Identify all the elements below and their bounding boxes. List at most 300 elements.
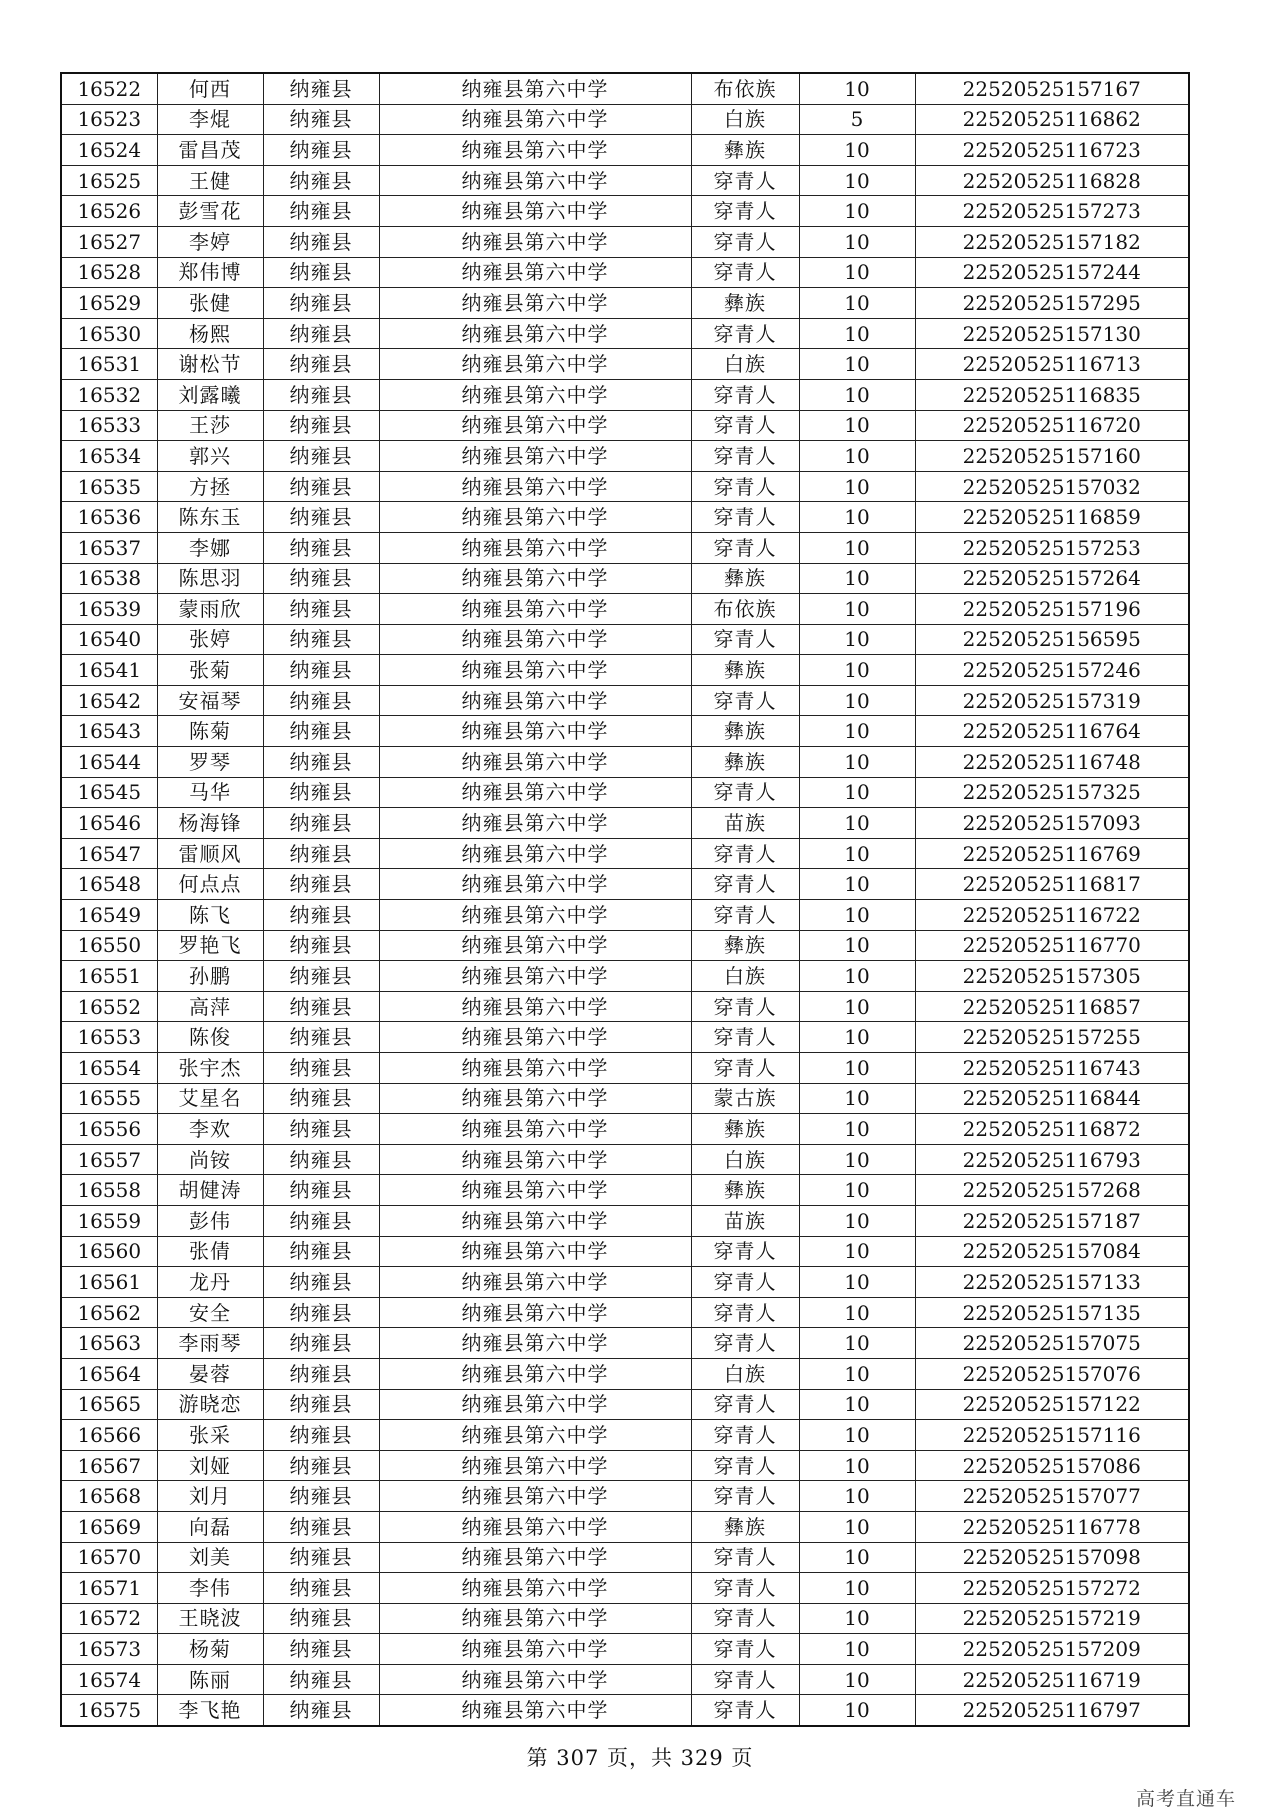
exam-number-cell: 22520525157272 xyxy=(915,1573,1189,1604)
ethnicity-cell: 白族 xyxy=(691,961,799,992)
score-cell: 10 xyxy=(799,471,915,502)
exam-number-cell: 22520525116743 xyxy=(915,1053,1189,1084)
score-cell: 10 xyxy=(799,1634,915,1665)
exam-number-cell: 22520525157273 xyxy=(915,196,1189,227)
seq-number-cell: 16570 xyxy=(61,1542,157,1573)
table-row xyxy=(61,838,1189,869)
exam-number-cell: 22520525157268 xyxy=(915,1175,1189,1206)
score-cell: 10 xyxy=(799,1481,915,1512)
exam-number-cell: 22520525157076 xyxy=(915,1358,1189,1389)
exam-number-cell: 22520525116857 xyxy=(915,991,1189,1022)
school-cell: 纳雍县第六中学 xyxy=(379,1542,691,1573)
school-cell: 纳雍县第六中学 xyxy=(379,747,691,778)
seq-number-cell: 16535 xyxy=(61,471,157,502)
exam-number-cell: 22520525116835 xyxy=(915,379,1189,410)
score-cell: 10 xyxy=(799,777,915,808)
student-name-cell: 李伟 xyxy=(157,1573,263,1604)
county-cell: 纳雍县 xyxy=(263,1083,379,1114)
seq-number-cell: 16555 xyxy=(61,1083,157,1114)
ethnicity-cell: 穿青人 xyxy=(691,1573,799,1604)
county-cell: 纳雍县 xyxy=(263,1511,379,1542)
table-row xyxy=(61,563,1189,594)
exam-number-cell: 22520525157319 xyxy=(915,685,1189,716)
student-name-cell: 龙丹 xyxy=(157,1267,263,1298)
ethnicity-cell: 穿青人 xyxy=(691,1634,799,1665)
table-row xyxy=(61,349,1189,380)
ethnicity-cell: 彝族 xyxy=(691,1175,799,1206)
seq-number-cell: 16544 xyxy=(61,747,157,778)
roster-body xyxy=(61,73,1189,1726)
seq-number-cell: 16540 xyxy=(61,624,157,655)
seq-number-cell: 16562 xyxy=(61,1297,157,1328)
seq-number-cell: 16525 xyxy=(61,165,157,196)
table-row xyxy=(61,532,1189,563)
score-cell: 10 xyxy=(799,1267,915,1298)
exam-number-cell: 22520525116769 xyxy=(915,838,1189,869)
seq-number-cell: 16527 xyxy=(61,226,157,257)
seq-number-cell: 16568 xyxy=(61,1481,157,1512)
seq-number-cell: 16531 xyxy=(61,349,157,380)
school-cell: 纳雍县第六中学 xyxy=(379,1481,691,1512)
student-name-cell: 雷昌茂 xyxy=(157,135,263,166)
table-row xyxy=(61,961,1189,992)
school-cell: 纳雍县第六中学 xyxy=(379,563,691,594)
seq-number-cell: 16550 xyxy=(61,930,157,961)
school-cell: 纳雍县第六中学 xyxy=(379,1389,691,1420)
county-cell: 纳雍县 xyxy=(263,1267,379,1298)
seq-number-cell: 16530 xyxy=(61,318,157,349)
ethnicity-cell: 彝族 xyxy=(691,288,799,319)
county-cell: 纳雍县 xyxy=(263,104,379,135)
exam-number-cell: 22520525157093 xyxy=(915,808,1189,839)
exam-number-cell: 22520525157325 xyxy=(915,777,1189,808)
student-name-cell: 李焜 xyxy=(157,104,263,135)
student-name-cell: 郭兴 xyxy=(157,441,263,472)
ethnicity-cell: 穿青人 xyxy=(691,777,799,808)
exam-number-cell: 22520525156595 xyxy=(915,624,1189,655)
table-row xyxy=(61,685,1189,716)
ethnicity-cell: 穿青人 xyxy=(691,1267,799,1298)
score-cell: 10 xyxy=(799,991,915,1022)
ethnicity-cell: 穿青人 xyxy=(691,1664,799,1695)
score-cell: 10 xyxy=(799,135,915,166)
exam-number-cell: 22520525157255 xyxy=(915,1022,1189,1053)
exam-number-cell: 22520525157133 xyxy=(915,1267,1189,1298)
student-name-cell: 向磊 xyxy=(157,1511,263,1542)
county-cell: 纳雍县 xyxy=(263,777,379,808)
exam-number-cell: 22520525157253 xyxy=(915,532,1189,563)
school-cell: 纳雍县第六中学 xyxy=(379,808,691,839)
ethnicity-cell: 穿青人 xyxy=(691,1481,799,1512)
table-row xyxy=(61,196,1189,227)
table-row xyxy=(61,1695,1189,1726)
ethnicity-cell: 穿青人 xyxy=(691,1328,799,1359)
county-cell: 纳雍县 xyxy=(263,257,379,288)
school-cell: 纳雍县第六中学 xyxy=(379,1083,691,1114)
ethnicity-cell: 穿青人 xyxy=(691,441,799,472)
student-name-cell: 安全 xyxy=(157,1297,263,1328)
school-cell: 纳雍县第六中学 xyxy=(379,257,691,288)
county-cell: 纳雍县 xyxy=(263,808,379,839)
student-name-cell: 陈东玉 xyxy=(157,502,263,533)
school-cell: 纳雍县第六中学 xyxy=(379,1511,691,1542)
exam-number-cell: 22520525157032 xyxy=(915,471,1189,502)
seq-number-cell: 16565 xyxy=(61,1389,157,1420)
table-row xyxy=(61,165,1189,196)
score-cell: 10 xyxy=(799,1450,915,1481)
seq-number-cell: 16563 xyxy=(61,1328,157,1359)
seq-number-cell: 16534 xyxy=(61,441,157,472)
seq-number-cell: 16573 xyxy=(61,1634,157,1665)
school-cell: 纳雍县第六中学 xyxy=(379,1573,691,1604)
score-cell: 10 xyxy=(799,196,915,227)
page-number-footer: 第 307 页，共 329 页 xyxy=(526,1746,754,1770)
score-cell: 10 xyxy=(799,1083,915,1114)
table-row xyxy=(61,1328,1189,1359)
score-cell: 5 xyxy=(799,104,915,135)
student-name-cell: 高萍 xyxy=(157,991,263,1022)
score-cell: 10 xyxy=(799,961,915,992)
county-cell: 纳雍县 xyxy=(263,1175,379,1206)
student-name-cell: 刘美 xyxy=(157,1542,263,1573)
seq-number-cell: 16537 xyxy=(61,532,157,563)
student-name-cell: 刘露曦 xyxy=(157,379,263,410)
student-name-cell: 王莎 xyxy=(157,410,263,441)
school-cell: 纳雍县第六中学 xyxy=(379,288,691,319)
score-cell: 10 xyxy=(799,532,915,563)
score-cell: 10 xyxy=(799,349,915,380)
county-cell: 纳雍县 xyxy=(263,838,379,869)
exam-number-cell: 22520525157098 xyxy=(915,1542,1189,1573)
seq-number-cell: 16559 xyxy=(61,1205,157,1236)
student-name-cell: 晏蓉 xyxy=(157,1358,263,1389)
school-cell: 纳雍县第六中学 xyxy=(379,838,691,869)
ethnicity-cell: 苗族 xyxy=(691,808,799,839)
seq-number-cell: 16546 xyxy=(61,808,157,839)
school-cell: 纳雍县第六中学 xyxy=(379,930,691,961)
exam-number-cell: 22520525157305 xyxy=(915,961,1189,992)
exam-number-cell: 22520525157219 xyxy=(915,1603,1189,1634)
ethnicity-cell: 白族 xyxy=(691,1144,799,1175)
exam-number-cell: 22520525157116 xyxy=(915,1420,1189,1451)
ethnicity-cell: 穿青人 xyxy=(691,257,799,288)
seq-number-cell: 16572 xyxy=(61,1603,157,1634)
exam-number-cell: 22520525116862 xyxy=(915,104,1189,135)
county-cell: 纳雍县 xyxy=(263,1205,379,1236)
ethnicity-cell: 穿青人 xyxy=(691,1450,799,1481)
student-name-cell: 杨菊 xyxy=(157,1634,263,1665)
student-name-cell: 陈菊 xyxy=(157,716,263,747)
student-name-cell: 王健 xyxy=(157,165,263,196)
seq-number-cell: 16522 xyxy=(61,73,157,104)
county-cell: 纳雍县 xyxy=(263,135,379,166)
exam-number-cell: 22520525116713 xyxy=(915,349,1189,380)
table-row xyxy=(61,1144,1189,1175)
ethnicity-cell: 穿青人 xyxy=(691,1389,799,1420)
county-cell: 纳雍县 xyxy=(263,1022,379,1053)
exam-number-cell: 22520525157075 xyxy=(915,1328,1189,1359)
student-name-cell: 李雨琴 xyxy=(157,1328,263,1359)
student-name-cell: 张采 xyxy=(157,1420,263,1451)
table-row xyxy=(61,318,1189,349)
roster-table xyxy=(60,72,1190,1727)
ethnicity-cell: 布依族 xyxy=(691,73,799,104)
school-cell: 纳雍县第六中学 xyxy=(379,685,691,716)
table-row xyxy=(61,441,1189,472)
seq-number-cell: 16561 xyxy=(61,1267,157,1298)
ethnicity-cell: 彝族 xyxy=(691,716,799,747)
county-cell: 纳雍县 xyxy=(263,1420,379,1451)
county-cell: 纳雍县 xyxy=(263,747,379,778)
student-name-cell: 胡健涛 xyxy=(157,1175,263,1206)
student-name-cell: 张菊 xyxy=(157,655,263,686)
school-cell: 纳雍县第六中学 xyxy=(379,1053,691,1084)
county-cell: 纳雍县 xyxy=(263,869,379,900)
ethnicity-cell: 穿青人 xyxy=(691,318,799,349)
ethnicity-cell: 穿青人 xyxy=(691,991,799,1022)
table-row xyxy=(61,226,1189,257)
score-cell: 10 xyxy=(799,563,915,594)
score-cell: 10 xyxy=(799,1358,915,1389)
score-cell: 10 xyxy=(799,1144,915,1175)
school-cell: 纳雍县第六中学 xyxy=(379,318,691,349)
seq-number-cell: 16558 xyxy=(61,1175,157,1206)
school-cell: 纳雍县第六中学 xyxy=(379,196,691,227)
score-cell: 10 xyxy=(799,1205,915,1236)
student-name-cell: 张婷 xyxy=(157,624,263,655)
county-cell: 纳雍县 xyxy=(263,1144,379,1175)
seq-number-cell: 16553 xyxy=(61,1022,157,1053)
county-cell: 纳雍县 xyxy=(263,532,379,563)
county-cell: 纳雍县 xyxy=(263,288,379,319)
table-row xyxy=(61,1573,1189,1604)
school-cell: 纳雍县第六中学 xyxy=(379,1114,691,1145)
school-cell: 纳雍县第六中学 xyxy=(379,410,691,441)
table-row xyxy=(61,1358,1189,1389)
ethnicity-cell: 穿青人 xyxy=(691,1297,799,1328)
county-cell: 纳雍县 xyxy=(263,1573,379,1604)
ethnicity-cell: 穿青人 xyxy=(691,1542,799,1573)
seq-number-cell: 16536 xyxy=(61,502,157,533)
score-cell: 10 xyxy=(799,1542,915,1573)
ethnicity-cell: 穿青人 xyxy=(691,624,799,655)
exam-number-cell: 22520525157295 xyxy=(915,288,1189,319)
seq-number-cell: 16548 xyxy=(61,869,157,900)
score-cell: 10 xyxy=(799,410,915,441)
score-cell: 10 xyxy=(799,1603,915,1634)
school-cell: 纳雍县第六中学 xyxy=(379,961,691,992)
exam-number-cell: 22520525116817 xyxy=(915,869,1189,900)
ethnicity-cell: 穿青人 xyxy=(691,226,799,257)
score-cell: 10 xyxy=(799,288,915,319)
seq-number-cell: 16542 xyxy=(61,685,157,716)
county-cell: 纳雍县 xyxy=(263,318,379,349)
county-cell: 纳雍县 xyxy=(263,441,379,472)
score-cell: 10 xyxy=(799,655,915,686)
county-cell: 纳雍县 xyxy=(263,1114,379,1145)
county-cell: 纳雍县 xyxy=(263,594,379,625)
seq-number-cell: 16557 xyxy=(61,1144,157,1175)
county-cell: 纳雍县 xyxy=(263,961,379,992)
student-name-cell: 雷顺风 xyxy=(157,838,263,869)
seq-number-cell: 16571 xyxy=(61,1573,157,1604)
score-cell: 10 xyxy=(799,838,915,869)
table-row xyxy=(61,379,1189,410)
table-row xyxy=(61,655,1189,686)
county-cell: 纳雍县 xyxy=(263,1053,379,1084)
table-row xyxy=(61,1634,1189,1665)
county-cell: 纳雍县 xyxy=(263,991,379,1022)
school-cell: 纳雍县第六中学 xyxy=(379,624,691,655)
ethnicity-cell: 穿青人 xyxy=(691,1053,799,1084)
watermark-text: 高考直通车 xyxy=(1135,1788,1236,1810)
school-cell: 纳雍县第六中学 xyxy=(379,991,691,1022)
school-cell: 纳雍县第六中学 xyxy=(379,1603,691,1634)
score-cell: 10 xyxy=(799,165,915,196)
student-name-cell: 尚铵 xyxy=(157,1144,263,1175)
student-name-cell: 张倩 xyxy=(157,1236,263,1267)
table-row xyxy=(61,104,1189,135)
exam-number-cell: 22520525116778 xyxy=(915,1511,1189,1542)
exam-number-cell: 22520525157187 xyxy=(915,1205,1189,1236)
exam-number-cell: 22520525157196 xyxy=(915,594,1189,625)
table-row xyxy=(61,594,1189,625)
school-cell: 纳雍县第六中学 xyxy=(379,1175,691,1206)
table-row xyxy=(61,808,1189,839)
county-cell: 纳雍县 xyxy=(263,502,379,533)
student-name-cell: 罗琴 xyxy=(157,747,263,778)
table-row xyxy=(61,991,1189,1022)
student-name-cell: 李婷 xyxy=(157,226,263,257)
county-cell: 纳雍县 xyxy=(263,716,379,747)
ethnicity-cell: 穿青人 xyxy=(691,502,799,533)
table-row xyxy=(61,410,1189,441)
table-row xyxy=(61,624,1189,655)
ethnicity-cell: 布依族 xyxy=(691,594,799,625)
student-name-cell: 陈丽 xyxy=(157,1664,263,1695)
school-cell: 纳雍县第六中学 xyxy=(379,1664,691,1695)
school-cell: 纳雍县第六中学 xyxy=(379,777,691,808)
county-cell: 纳雍县 xyxy=(263,349,379,380)
ethnicity-cell: 穿青人 xyxy=(691,869,799,900)
student-name-cell: 艾星名 xyxy=(157,1083,263,1114)
exam-number-cell: 22520525116719 xyxy=(915,1664,1189,1695)
exam-number-cell: 22520525116859 xyxy=(915,502,1189,533)
exam-number-cell: 22520525116770 xyxy=(915,930,1189,961)
student-name-cell: 彭雪花 xyxy=(157,196,263,227)
ethnicity-cell: 穿青人 xyxy=(691,900,799,931)
school-cell: 纳雍县第六中学 xyxy=(379,1205,691,1236)
county-cell: 纳雍县 xyxy=(263,624,379,655)
student-name-cell: 陈思羽 xyxy=(157,563,263,594)
score-cell: 10 xyxy=(799,1664,915,1695)
ethnicity-cell: 蒙古族 xyxy=(691,1083,799,1114)
table-row xyxy=(61,1083,1189,1114)
ethnicity-cell: 穿青人 xyxy=(691,1603,799,1634)
student-name-cell: 张宇杰 xyxy=(157,1053,263,1084)
county-cell: 纳雍县 xyxy=(263,1664,379,1695)
exam-number-cell: 22520525116748 xyxy=(915,747,1189,778)
exam-number-cell: 22520525157135 xyxy=(915,1297,1189,1328)
table-row xyxy=(61,1053,1189,1084)
table-row xyxy=(61,900,1189,931)
county-cell: 纳雍县 xyxy=(263,1450,379,1481)
seq-number-cell: 16538 xyxy=(61,563,157,594)
table-row xyxy=(61,1205,1189,1236)
student-name-cell: 孙鹏 xyxy=(157,961,263,992)
student-name-cell: 陈飞 xyxy=(157,900,263,931)
county-cell: 纳雍县 xyxy=(263,1603,379,1634)
exam-number-cell: 22520525157167 xyxy=(915,73,1189,104)
school-cell: 纳雍县第六中学 xyxy=(379,104,691,135)
table-row xyxy=(61,1603,1189,1634)
school-cell: 纳雍县第六中学 xyxy=(379,1022,691,1053)
seq-number-cell: 16524 xyxy=(61,135,157,166)
school-cell: 纳雍县第六中学 xyxy=(379,1297,691,1328)
table-row xyxy=(61,1511,1189,1542)
school-cell: 纳雍县第六中学 xyxy=(379,471,691,502)
school-cell: 纳雍县第六中学 xyxy=(379,73,691,104)
score-cell: 10 xyxy=(799,1236,915,1267)
seq-number-cell: 16549 xyxy=(61,900,157,931)
school-cell: 纳雍县第六中学 xyxy=(379,165,691,196)
table-row xyxy=(61,1175,1189,1206)
seq-number-cell: 16532 xyxy=(61,379,157,410)
school-cell: 纳雍县第六中学 xyxy=(379,655,691,686)
ethnicity-cell: 彝族 xyxy=(691,747,799,778)
table-row xyxy=(61,1267,1189,1298)
seq-number-cell: 16547 xyxy=(61,838,157,869)
table-row xyxy=(61,257,1189,288)
student-name-cell: 王晓波 xyxy=(157,1603,263,1634)
table-row xyxy=(61,1481,1189,1512)
table-row xyxy=(61,502,1189,533)
score-cell: 10 xyxy=(799,502,915,533)
ethnicity-cell: 彝族 xyxy=(691,1511,799,1542)
ethnicity-cell: 穿青人 xyxy=(691,532,799,563)
exam-number-cell: 22520525157086 xyxy=(915,1450,1189,1481)
county-cell: 纳雍县 xyxy=(263,1481,379,1512)
seq-number-cell: 16560 xyxy=(61,1236,157,1267)
seq-number-cell: 16564 xyxy=(61,1358,157,1389)
score-cell: 10 xyxy=(799,1511,915,1542)
seq-number-cell: 16567 xyxy=(61,1450,157,1481)
school-cell: 纳雍县第六中学 xyxy=(379,1328,691,1359)
student-name-cell: 杨熙 xyxy=(157,318,263,349)
county-cell: 纳雍县 xyxy=(263,410,379,441)
student-name-cell: 杨海锋 xyxy=(157,808,263,839)
ethnicity-cell: 白族 xyxy=(691,349,799,380)
school-cell: 纳雍县第六中学 xyxy=(379,594,691,625)
seq-number-cell: 16529 xyxy=(61,288,157,319)
school-cell: 纳雍县第六中学 xyxy=(379,532,691,563)
school-cell: 纳雍县第六中学 xyxy=(379,502,691,533)
student-name-cell: 罗艳飞 xyxy=(157,930,263,961)
exam-number-cell: 22520525157209 xyxy=(915,1634,1189,1665)
exam-number-cell: 22520525116872 xyxy=(915,1114,1189,1145)
score-cell: 10 xyxy=(799,900,915,931)
student-name-cell: 刘月 xyxy=(157,1481,263,1512)
student-name-cell: 谢松节 xyxy=(157,349,263,380)
county-cell: 纳雍县 xyxy=(263,900,379,931)
school-cell: 纳雍县第六中学 xyxy=(379,1450,691,1481)
exam-number-cell: 22520525157264 xyxy=(915,563,1189,594)
ethnicity-cell: 白族 xyxy=(691,104,799,135)
seq-number-cell: 16543 xyxy=(61,716,157,747)
score-cell: 10 xyxy=(799,624,915,655)
ethnicity-cell: 穿青人 xyxy=(691,1420,799,1451)
score-cell: 10 xyxy=(799,1573,915,1604)
